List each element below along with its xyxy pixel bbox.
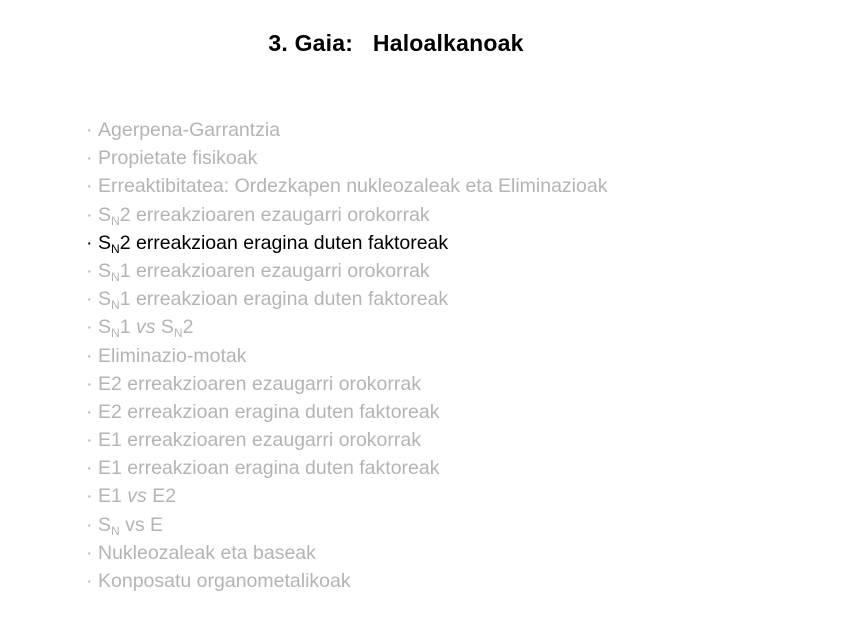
subscript-n: N <box>173 326 183 341</box>
agenda-item-text-post2: 2 <box>182 316 194 339</box>
agenda-item-sn1-vs-sn2 <box>86 313 607 341</box>
slide-title: 3. Gaia: Haloalkanoak <box>268 30 524 56</box>
bullet: · <box>86 457 93 480</box>
agenda-item-text-pre: S <box>98 231 112 254</box>
agenda-list <box>86 116 607 595</box>
agenda-item-sn-vs-e <box>86 511 607 539</box>
agenda-item-text-pre: E1 <box>98 485 128 508</box>
agenda-item-text-pre: S <box>98 513 112 536</box>
agenda-item-sn2-ezaugarri <box>86 201 607 229</box>
agenda-item-text: Konposatu organometalikoak <box>98 570 351 592</box>
agenda-item-text-post: 1 erreakzioan eragina duten faktoreak <box>119 288 449 311</box>
bullet: · <box>86 485 93 508</box>
agenda-item-text: Nukleozaleak eta baseak <box>98 541 316 564</box>
bullet: · <box>86 203 93 226</box>
agenda-item-eliminazio-motak <box>86 342 607 370</box>
agenda-item-sn1-ezaugarri <box>86 257 607 285</box>
agenda-item-text-post: E2 <box>146 485 177 508</box>
agenda-item-text-vs: vs <box>127 485 147 508</box>
bullet: · <box>86 147 93 170</box>
bullet: · <box>86 513 93 536</box>
agenda-item-agerpena <box>86 116 607 144</box>
agenda-item-text: Erreaktibitatea: Ordezkapen nukleozaleak eta Eliminazioak <box>98 175 608 198</box>
agenda-item-text-post: vs E <box>119 513 164 536</box>
bullet: · <box>86 259 93 282</box>
agenda-item-text-post: 2 erreakzioan eragina duten faktoreak <box>119 231 449 254</box>
agenda-item-text-post: 2 erreakzioaren ezaugarri orokorrak <box>119 203 430 226</box>
agenda-item-text-pre: S <box>98 288 112 311</box>
bullet: · <box>86 344 93 367</box>
agenda-item-nukleozaleak <box>86 539 607 567</box>
agenda-item-text: Agerpena-Garrantzia <box>98 119 281 141</box>
agenda-item-e2-ezaugarri <box>86 370 607 398</box>
agenda-item-text: Eliminazio-motak <box>98 344 247 367</box>
bullet: · <box>86 400 93 423</box>
agenda-item-sn2-faktoreak <box>86 229 607 257</box>
bullet: · <box>86 231 93 254</box>
bullet: · <box>86 288 93 311</box>
bullet: · <box>86 570 93 592</box>
subscript-n: N <box>111 241 120 256</box>
agenda-item-e1-ezaugarri <box>86 426 607 454</box>
agenda-item-text: E2 erreakzioan eragina duten faktoreak <box>98 400 440 423</box>
agenda-item-text-pre: S <box>98 259 112 282</box>
agenda-item-text-vs: vs <box>135 316 156 339</box>
agenda-item-propietate <box>86 144 607 172</box>
agenda-item-organometalikoak <box>86 567 607 595</box>
agenda-item-text-pre: S <box>98 203 112 226</box>
subscript-n: N <box>111 213 120 228</box>
agenda-item-erreaktibitatea <box>86 172 607 200</box>
agenda-item-text: E2 erreakzioaren ezaugarri orokorrak <box>98 372 421 395</box>
agenda-item-text: E1 erreakzioaren ezaugarri orokorrak <box>98 429 421 452</box>
agenda-item-text-pre2: S <box>155 316 174 339</box>
bullet: · <box>86 429 93 452</box>
agenda-item-e2-faktoreak <box>86 398 607 426</box>
subscript-n: N <box>111 269 120 284</box>
agenda-item-text-pre: S <box>98 316 112 339</box>
agenda-item-text-post: 1 erreakzioaren ezaugarri orokorrak <box>119 259 430 282</box>
bullet: · <box>86 316 93 339</box>
bullet: · <box>86 175 93 198</box>
subscript-n: N <box>111 326 120 341</box>
agenda-item-e1-vs-e2 <box>86 482 607 510</box>
bullet: · <box>86 372 93 395</box>
bullet: · <box>86 541 93 564</box>
bullet: · <box>86 119 93 141</box>
agenda-item-text: Propietate fisikoak <box>98 147 258 170</box>
subscript-n: N <box>111 523 120 538</box>
subscript-n: N <box>111 298 120 313</box>
agenda-item-e1-faktoreak <box>86 454 607 482</box>
agenda-item-sn1-faktoreak <box>86 285 607 313</box>
agenda-item-text-post: 1 <box>119 316 136 339</box>
agenda-item-text: E1 erreakzioan eragina duten faktoreak <box>98 457 440 480</box>
